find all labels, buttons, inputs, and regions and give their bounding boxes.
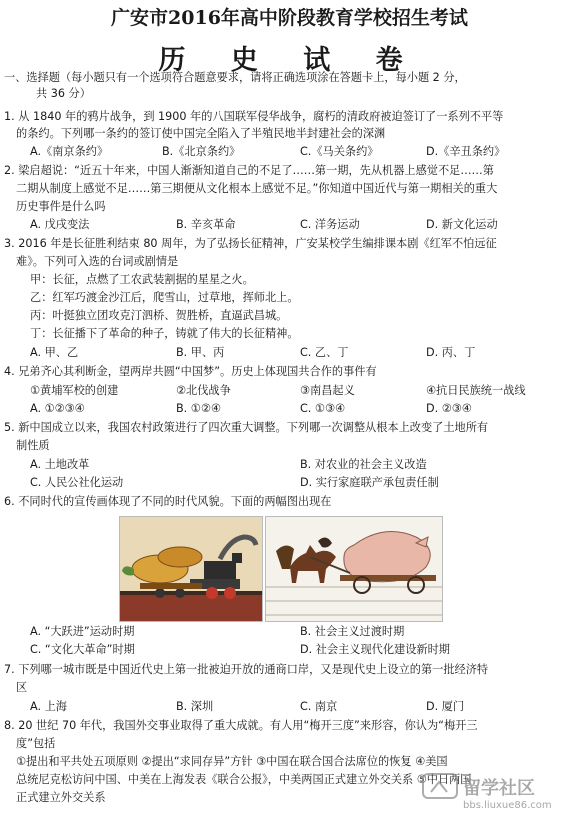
q2-line3: 历史事件是什么吗 — [16, 200, 106, 213]
q7-line1: 7. 下列哪一城市既是中国近代史上第一批被迫开放的通商口岸，又是现代史上设立的第一批经济特 — [4, 663, 489, 676]
q5-line1: 5. 新中国成立以来，我国农村政策进行了四次重大调整。下列哪一次调整从根本上改变了土地所有 — [4, 421, 489, 434]
q1-line2: 的条约。下列哪一条约的签订使中国完全陷入了半殖民地半封建社会的深渊 — [16, 127, 386, 140]
q3-statement-jia: 甲：长征，点燃了工农武装割据的星星之火。 — [30, 273, 254, 286]
exam-subtitle: 历 史 试 卷 — [158, 45, 421, 76]
pig-cart-illustration — [266, 517, 442, 621]
q3-line1: 3. 2016 年是长征胜利结束 80 周年，为了弘扬长征精神，广安某校学生编排课本剧《红军不怕远征 — [4, 237, 497, 250]
q4-line1: 4. 兄弟齐心其利断金，望两岸共圆“中国梦”。历史上体现国共合作的事件有 — [4, 365, 377, 378]
q2-line2: 二期从制度上感觉不足……第三期便从文化根本上感觉不足。”你知道中国近代与第一期相关的重大 — [16, 182, 498, 195]
q4-item-2: ②北伐战争 — [176, 384, 231, 397]
q3-line2: 难》。下列可入选的台词或剧情是 — [16, 255, 179, 268]
q5-option-a: A. 土地改革 — [30, 458, 90, 471]
q8-line3: ①提出和平共处五项原则 ②提出“求同存异”方针 ③中国在联合国合法席位的恢复 ④美国 — [16, 755, 448, 768]
q5-option-b: B. 对农业的社会主义改造 — [300, 458, 427, 471]
section-header-line1: 一、选择题（每小题只有一个选项符合题意要求，请将正确选项涂在答题卡上，每小题 2 分， — [4, 71, 466, 84]
q6-line1: 6. 不同时代的宣传画体现了不同的时代风貌。下面的两幅图出现在 — [4, 495, 332, 508]
watermark-logo — [421, 772, 571, 812]
q2-option-a: A. 戊戌变法 — [30, 218, 90, 231]
q1-line1: 1. 从 1840 年的鸦片战争，到 1900 年的八国联军侵华战争，腐朽的清政府被迫签订了一系列不平等 — [4, 110, 504, 123]
q8-line5: 正式建立外交关系 — [16, 791, 106, 804]
q4-option-d: D. ②③④ — [426, 402, 472, 415]
q6-option-b: B. 社会主义过渡时期 — [300, 625, 405, 638]
q2-option-b: B. 辛亥革命 — [176, 218, 236, 231]
q8-line1: 8. 20 世纪 70 年代，我国外交事业取得了重大成就。有人用“梅开三度”来形容，你认为“梅开三 — [4, 719, 478, 732]
exam-title: 广安市2016年高中阶段教育学校招生考试 — [111, 7, 468, 29]
q4-item-1: ①黄埔军校的创建 — [30, 384, 119, 397]
q3-statement-yi: 乙：红军巧渡金沙江后，爬雪山，过草地，挥师北上。 — [30, 291, 299, 304]
q4-option-b: B. ①②④ — [176, 402, 221, 415]
q3-statement-bing: 丙：叶挺独立团攻克汀泗桥、贺胜桥，直逼武昌城。 — [30, 309, 288, 322]
svg-text:留学社区: 留学社区 — [463, 778, 535, 799]
propaganda-poster-train — [119, 516, 263, 622]
q1-option-d: D.《辛丑条约》 — [426, 145, 506, 158]
q8-line4: 总统尼克松访问中国、中美在上海发表《联合公报》，中美两国正式建立外交关系 ⑤中日两国 — [16, 773, 472, 786]
q4-option-c: C. ①③④ — [300, 402, 346, 415]
q2-option-d: D. 新文化运动 — [426, 218, 498, 231]
q3-option-b: B. 甲、丙 — [176, 346, 225, 359]
q4-item-3: ③南昌起义 — [300, 384, 355, 397]
section-header-line2: 共 36 分） — [36, 87, 91, 100]
q3-option-d: D. 丙、丁 — [426, 346, 476, 359]
q3-option-c: C. 乙、丁 — [300, 346, 349, 359]
q4-option-a: A. ①②③④ — [30, 402, 85, 415]
q6-option-c: C. “文化大革命”时期 — [30, 643, 135, 656]
q6-option-d: D. 社会主义现代化建设新时期 — [300, 643, 450, 656]
q5-option-d: D. 实行家庭联产承包责任制 — [300, 476, 439, 489]
q2-line1: 2. 梁启超说：“近五十年来，中国人渐渐知道自己的不足了……第一期，先从机器上感觉不足……第 — [4, 164, 494, 177]
q7-option-b: B. 深圳 — [176, 700, 214, 713]
q8-line2: 度”包括 — [16, 737, 56, 750]
svg-text:bbs.liuxue86.com: bbs.liuxue86.com — [463, 800, 552, 811]
q1-option-c: C.《马关条约》 — [300, 145, 379, 158]
q7-line2: 区 — [16, 681, 28, 694]
q7-option-c: C. 南京 — [300, 700, 338, 713]
propaganda-poster-pig — [265, 516, 443, 622]
q1-option-a: A.《南京条约》 — [30, 145, 109, 158]
q3-option-a: A. 甲、乙 — [30, 346, 79, 359]
q6-option-a: A. “大跃进”运动时期 — [30, 625, 135, 638]
q5-line2: 制性质 — [16, 439, 50, 452]
q2-option-c: C. 洋务运动 — [300, 218, 360, 231]
train-illustration — [120, 517, 262, 621]
q5-option-c: C. 人民公社化运动 — [30, 476, 124, 489]
q7-option-d: D. 厦门 — [426, 700, 465, 713]
q3-statement-ding: 丁：长征播下了革命的种子，铸就了伟大的长征精神。 — [30, 327, 299, 340]
q7-option-a: A. 上海 — [30, 700, 67, 713]
q4-item-4: ④抗日民族统一战线 — [426, 384, 526, 397]
watermark-icon — [421, 772, 571, 812]
q1-option-b: B.《北京条约》 — [162, 145, 241, 158]
